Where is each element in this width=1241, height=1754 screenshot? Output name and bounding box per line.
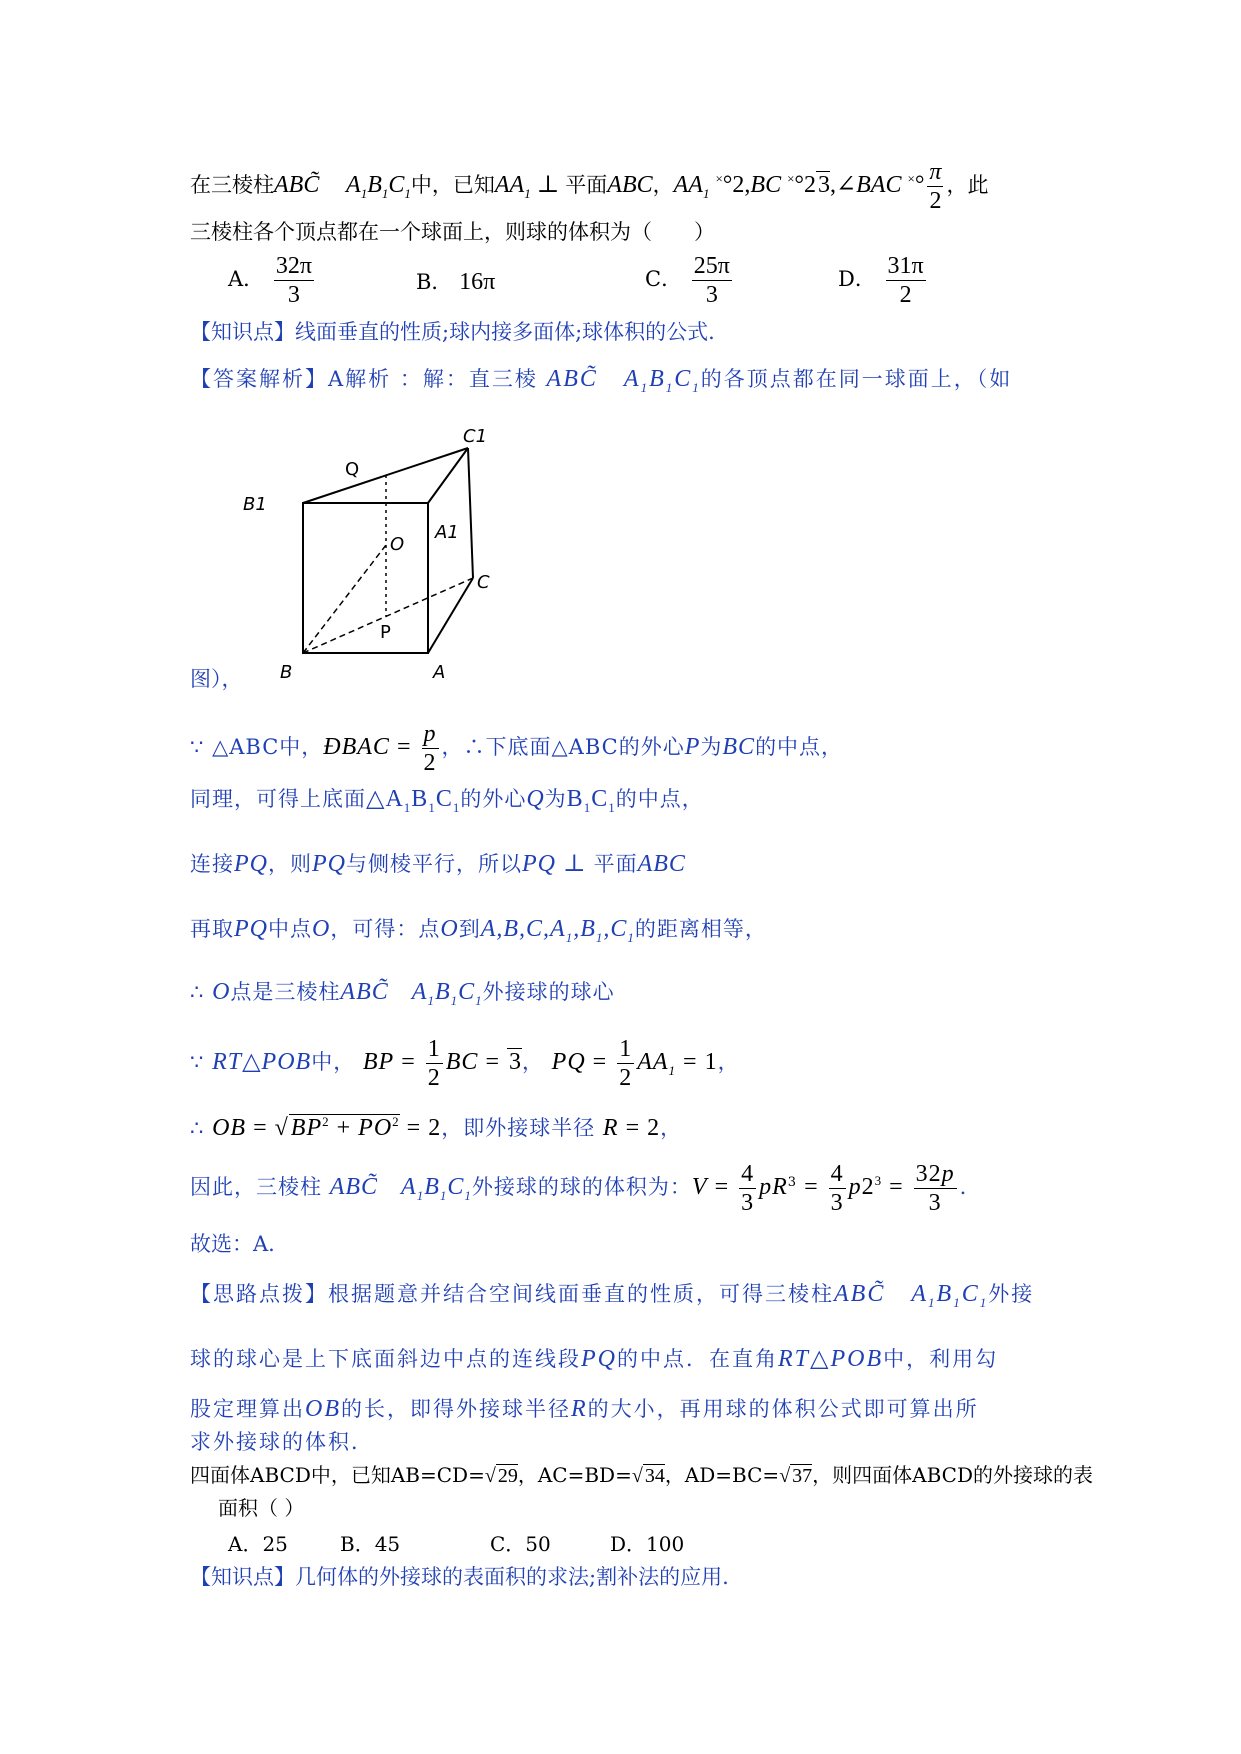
text: ，此 [946,173,989,197]
step-2: 同理，可得上底面$\triangle A_1B_1C_1$的外心Q为$B_1C_1$的中点， [190,786,704,815]
text: 几何体的外接球的表面积的求法;割补法的应用. [295,1565,729,1589]
text: 与侧棱平行，所以 [346,852,522,876]
option-label: D． [838,267,876,291]
label-o: O [390,534,405,555]
hint-line-2: 球的球心是上下底面斜边中点的连线段PQ的中点．在直角RT△POB中，利用勾 [190,1346,999,1372]
edge-a-c [428,578,473,653]
text: ，AD=BC= [664,1463,780,1487]
front-face [303,503,428,653]
text: ，即外接球半径 [441,1116,596,1140]
text: ，则四面体ABCD的外接球的表 [812,1463,1094,1487]
text: 平面 [593,852,638,876]
text: 为 [544,787,567,811]
text: ∵ [190,735,205,759]
text: ，则 [268,852,312,876]
option-den: 2 [899,282,912,308]
text: 中， [311,1050,356,1074]
option-d [838,252,929,309]
text: △ABC的外心 [551,735,685,759]
text: 中，利用勾 [883,1347,999,1371]
label-p: P [380,622,391,643]
p2-option-a: A．25 [228,1532,288,1556]
text: A解析 ：解：直三棱 [328,367,538,391]
option-c [645,252,735,309]
tag: 【答案解析】 [190,367,328,391]
label-c1: C1 [463,426,488,447]
text: 的中点， [755,735,844,759]
problem2-line2: 面积（ ） [218,1496,305,1520]
edge-c1-c [468,448,473,578]
text: 外接球的球的体积为： [471,1175,692,1199]
text: 外接 [988,1282,1035,1306]
option-label: A． [228,267,265,291]
text: 到 [458,917,481,941]
tag: 【思路点拨】 [190,1282,328,1306]
step-3: 连接PQ，则PQ与侧棱平行，所以PQ ⊥ 平面ABC [190,851,686,877]
step-4: 再取PQ中点O，可得：点O到$A,B,C,A_1,B_1,C_1$的距离相等， [190,916,767,945]
label-b: B [280,662,293,683]
text: ，可得：点 [330,917,441,941]
text: ∴下底面 [463,735,552,759]
p2-option-d: D．100 [610,1532,685,1556]
text: 的长，即得外接球半径 [341,1397,571,1421]
label-a: A [433,662,446,683]
text: 在三棱柱 [190,173,274,197]
figure-end: 图）， [190,667,243,691]
hint-line-1: 【思路点拨】根据题意并结合空间线面垂直的性质，可得三棱柱ABC̃ $A_1B_1C_1$外接 [190,1281,1035,1310]
label-a1: A1 [435,522,459,543]
option-label: C． [645,267,683,291]
label-c: C [477,572,490,593]
step-8: 因此，三棱柱 ABC̃ $A_1B_1C_1$外接球的球的体积为：V = $\frac{4}{3}$ $pR^3$ = $\frac{4}{3}$ $p2^3$ = $\frac{32p}{3}$ . [190,1161,968,1216]
option-label: B． [416,270,453,294]
tag: 【知识点】 [190,320,295,344]
text: 球的球心是上下底面斜边中点的连线段 [190,1347,581,1371]
step-5: ∴ O点是三棱柱ABC̃ $A_1B_1C_1$外接球的球心 [190,979,615,1008]
option-num: 32π [275,253,312,279]
text: 因此，三棱柱 [190,1175,322,1199]
option-num: 25π [693,253,730,279]
text: 四面体ABCD中，已知AB=CD= [190,1463,485,1487]
step-1: ∵ △ABC中，ÐBAC = $\frac{p}{2}$ ，∴下底面△ABC的外心P为BC的中点， [190,721,844,776]
text: 的中点．在直角 [617,1347,778,1371]
option-a [228,252,317,309]
text: 线面垂直的性质;球内接多面体;球体积的公式. [295,320,715,344]
knowledge-point-1 [190,318,715,346]
option-den: 3 [287,282,300,308]
text: △ABC中， [212,735,324,759]
text: ，AC=BD= [517,1463,632,1487]
text: 中点 [268,917,312,941]
p2-option-b: B．45 [340,1532,401,1556]
text: 连接 [190,852,234,876]
text: 的外心 [460,787,527,811]
text: ∴ [190,980,205,1004]
p2-option-c: C．50 [490,1532,551,1556]
text: 点是三棱柱 [230,980,341,1004]
text: 同理，可得上底面 [190,787,366,811]
step-6: ∵ RT△POB中， BP = $\frac{1}{2}$ BC = 3， PQ = $\frac{1}{2}$ $AA_1 = 1$， [190,1036,740,1091]
option-text: 16π [459,269,496,295]
answer-intro: 【答案解析】A解析 ：解：直三棱 ABC̃ $A_1B_1C_1$的各顶点都在同一球面上，（如 [190,366,1013,395]
tag: 【知识点】 [190,1565,295,1589]
edge-a1-c1 [428,448,468,503]
text: 再取 [190,917,234,941]
text: 的各顶点都在同一球面上，（如 [700,367,1013,391]
text: 中，已知 [410,173,495,197]
option-b [416,266,495,296]
problem2-line1: 四面体ABCD中，已知AB=CD=√ 29，AC=BD=√ 34，AD=BC=√ 37，则四面体ABCD的外接球的表 [190,1463,1094,1487]
label-q: Q [345,459,360,480]
label-b1: B1 [243,494,267,515]
option-den: 3 [705,282,718,308]
problem1-line1: 在三棱柱ABC̃ $A_1B_1C_1$中，已知$AA_1$ ⊥ 平面ABC，$AA_1$ ×°2,BC ×°23,∠BAC ×° $\frac{\pi}{2}$ ，此 [190,159,989,214]
text: 的大小，再用球的体积公式即可算出所 [587,1397,979,1421]
knowledge-point-2 [190,1563,729,1591]
text: 的距离相等， [634,917,767,941]
hint-line-4: 求外接球的体积． [190,1430,374,1454]
text: 根据题意并结合空间线面垂直的性质，可得三棱柱 [328,1282,834,1306]
hint-line-3: 股定理算出OB的长，即得外接球半径R的大小，再用球的体积公式即可算出所 [190,1396,979,1422]
prism-figure [243,420,515,683]
text: 为 [700,735,723,759]
step-9: 故选：A. [190,1232,275,1256]
problem1-line2: 三棱柱各个顶点都在一个球面上，则球的体积为（ ） [190,220,715,244]
text: 平面 [565,173,608,197]
text: 外接球的球心 [482,980,615,1004]
text: 股定理算出 [190,1397,305,1421]
text: ∴ [190,1116,205,1140]
text: ∵ [190,1050,205,1074]
option-num: 31π [887,253,924,279]
segment-bo-dashed [303,545,386,653]
step-7: ∴ OB = $√BP^2 + PO^2 = 2$，即外接球半径 R = 2， [190,1114,683,1141]
text: 的中点， [615,787,704,811]
